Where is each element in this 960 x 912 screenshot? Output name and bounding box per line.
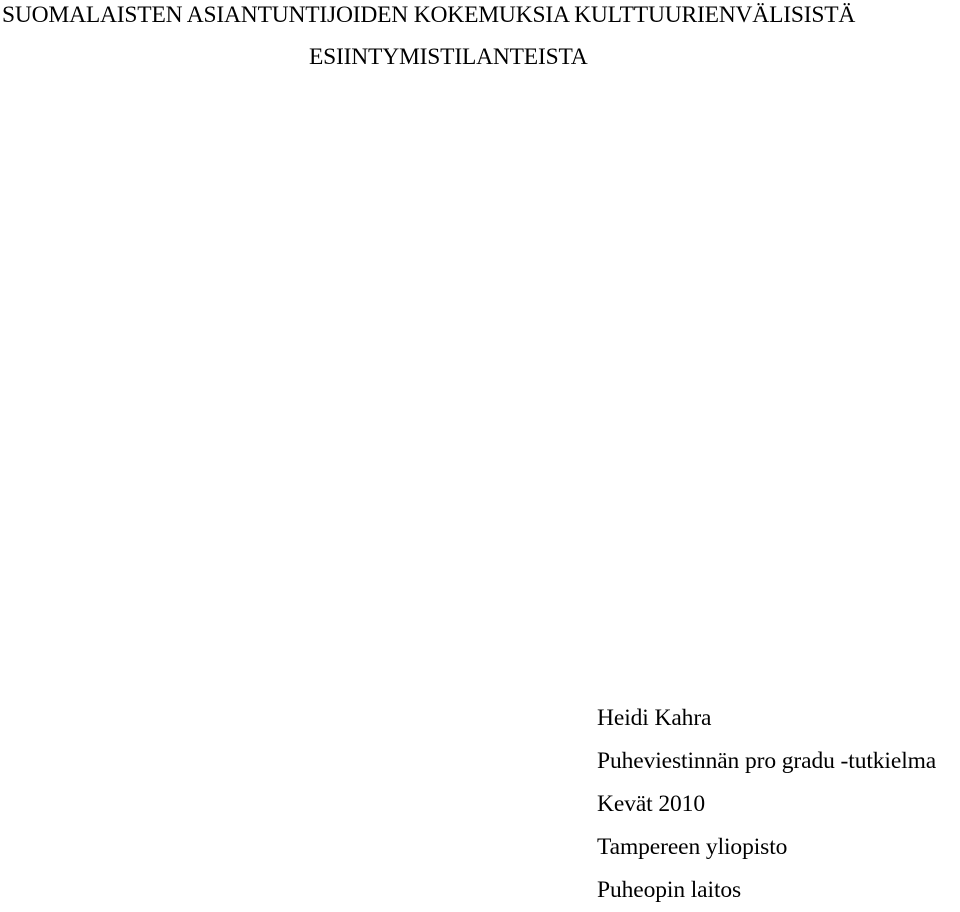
author-info: [597, 697, 936, 912]
term: Kevät 2010: [597, 791, 705, 817]
thesis-type: Puheviestinnän pro gradu -tutkielma: [597, 748, 937, 774]
author-name: Heidi Kahra: [597, 705, 712, 731]
title-line-2: ESIINTYMISTILANTEISTA: [309, 44, 588, 70]
title-line-1: SUOMALAISTEN ASIANTUNTIJOIDEN KOKEMUKSIA KULTTUURIENVÄLISISTÄ: [2, 2, 856, 28]
department: Puheopin laitos: [597, 877, 742, 903]
university: Tampereen yliopisto: [597, 834, 788, 860]
